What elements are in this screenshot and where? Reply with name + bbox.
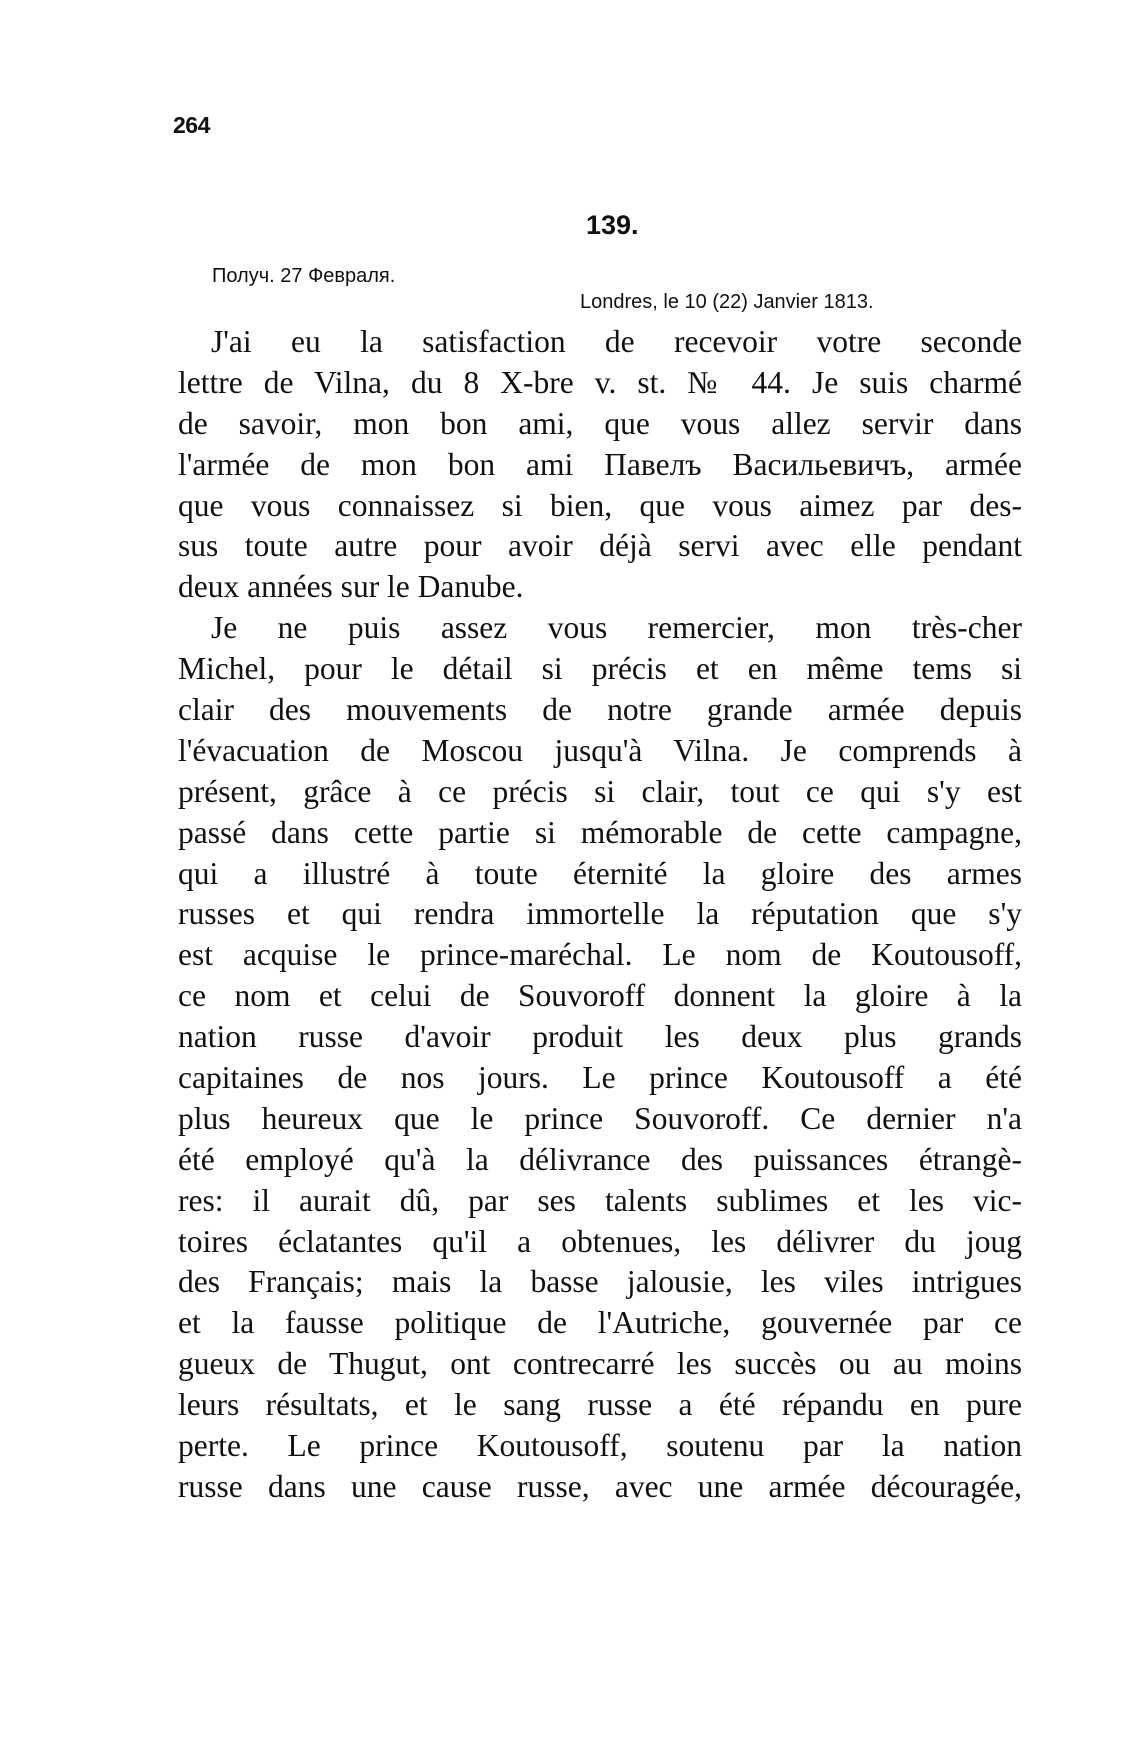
body-line: l'évacuation de Moscou jusqu'à Vilna. Je comprends à xyxy=(178,732,1022,768)
letter-dateline: Londres, le 10 (22) Janvier 1813. xyxy=(580,291,874,313)
body-line: res: il aurait dû, par ses talents sublimes et les vic- xyxy=(178,1182,1022,1218)
body-line: que vous connaissez si bien, que vous aimez par des- xyxy=(178,487,1022,523)
letter-body xyxy=(178,322,1022,1508)
body-line: nation russe d'avoir produit les deux plus grands xyxy=(178,1019,1022,1055)
body-line: ce nom et celui de Souvoroff donnent la gloire à la xyxy=(178,978,1022,1014)
body-line: et la fausse politique de l'Autriche, gouvernée par ce xyxy=(178,1305,1022,1341)
body-line: lettre de Vilna, du 8 X-bre v. st. № 44. Je suis charmé xyxy=(178,364,1022,400)
body-line: plus heureux que le prince Souvoroff. Ce dernier n'a xyxy=(178,1100,1022,1136)
body-line: passé dans cette partie si mémorable de cette campagne, xyxy=(178,814,1022,850)
body-line: qui a illustré à toute éternité la gloire des armes xyxy=(178,855,1022,891)
body-line: est acquise le prince-maréchal. Le nom de Koutousoff, xyxy=(178,937,1022,973)
body-line: leurs résultats, et le sang russe a été répandu en pure xyxy=(178,1387,1022,1423)
body-line: sus toute autre pour avoir déjà servi avec elle pendant xyxy=(178,528,1022,564)
body-line: présent, grâce à ce précis si clair, tout ce qui s'y est xyxy=(178,773,1022,809)
body-line: deux années sur le Danube. xyxy=(178,569,524,605)
page-number: 264 xyxy=(173,112,210,138)
letter-number: 139. xyxy=(586,210,639,240)
body-line: Je ne puis assez vous remercier, mon très-cher xyxy=(211,610,1022,646)
body-line: des Français; mais la basse jalousie, les viles intrigues xyxy=(178,1264,1022,1300)
body-line: J'ai eu la satisfaction de recevoir votre seconde xyxy=(211,324,1022,359)
body-line: Michel, pour le détail si précis et en même tems si xyxy=(178,651,1022,687)
body-line: toires éclatantes qu'il a obtenues, les délivrer du joug xyxy=(178,1223,1022,1259)
body-line: capitaines de nos jours. Le prince Koutousoff a été xyxy=(178,1060,1022,1096)
body-line: perte. Le prince Koutousoff, soutenu par la nation xyxy=(178,1428,1022,1464)
body-line: été employé qu'à la délivrance des puissances étrangè- xyxy=(178,1141,1022,1177)
body-line: gueux de Thugut, ont contrecarré les succès ou au moins xyxy=(178,1346,1022,1382)
body-line: l'armée de mon bon ami Павелъ Васильевичъ, armée xyxy=(178,446,1022,482)
body-line: de savoir, mon bon ami, que vous allez servir dans xyxy=(178,405,1022,441)
body-line: russe dans une cause russe, avec une armée découragée, xyxy=(178,1468,1022,1504)
received-note: Получ. 27 Февраля. xyxy=(212,265,396,287)
body-line: russes et qui rendra immortelle la réputation que s'y xyxy=(178,896,1022,932)
body-line: clair des mouvements de notre grande armée depuis xyxy=(178,692,1022,728)
